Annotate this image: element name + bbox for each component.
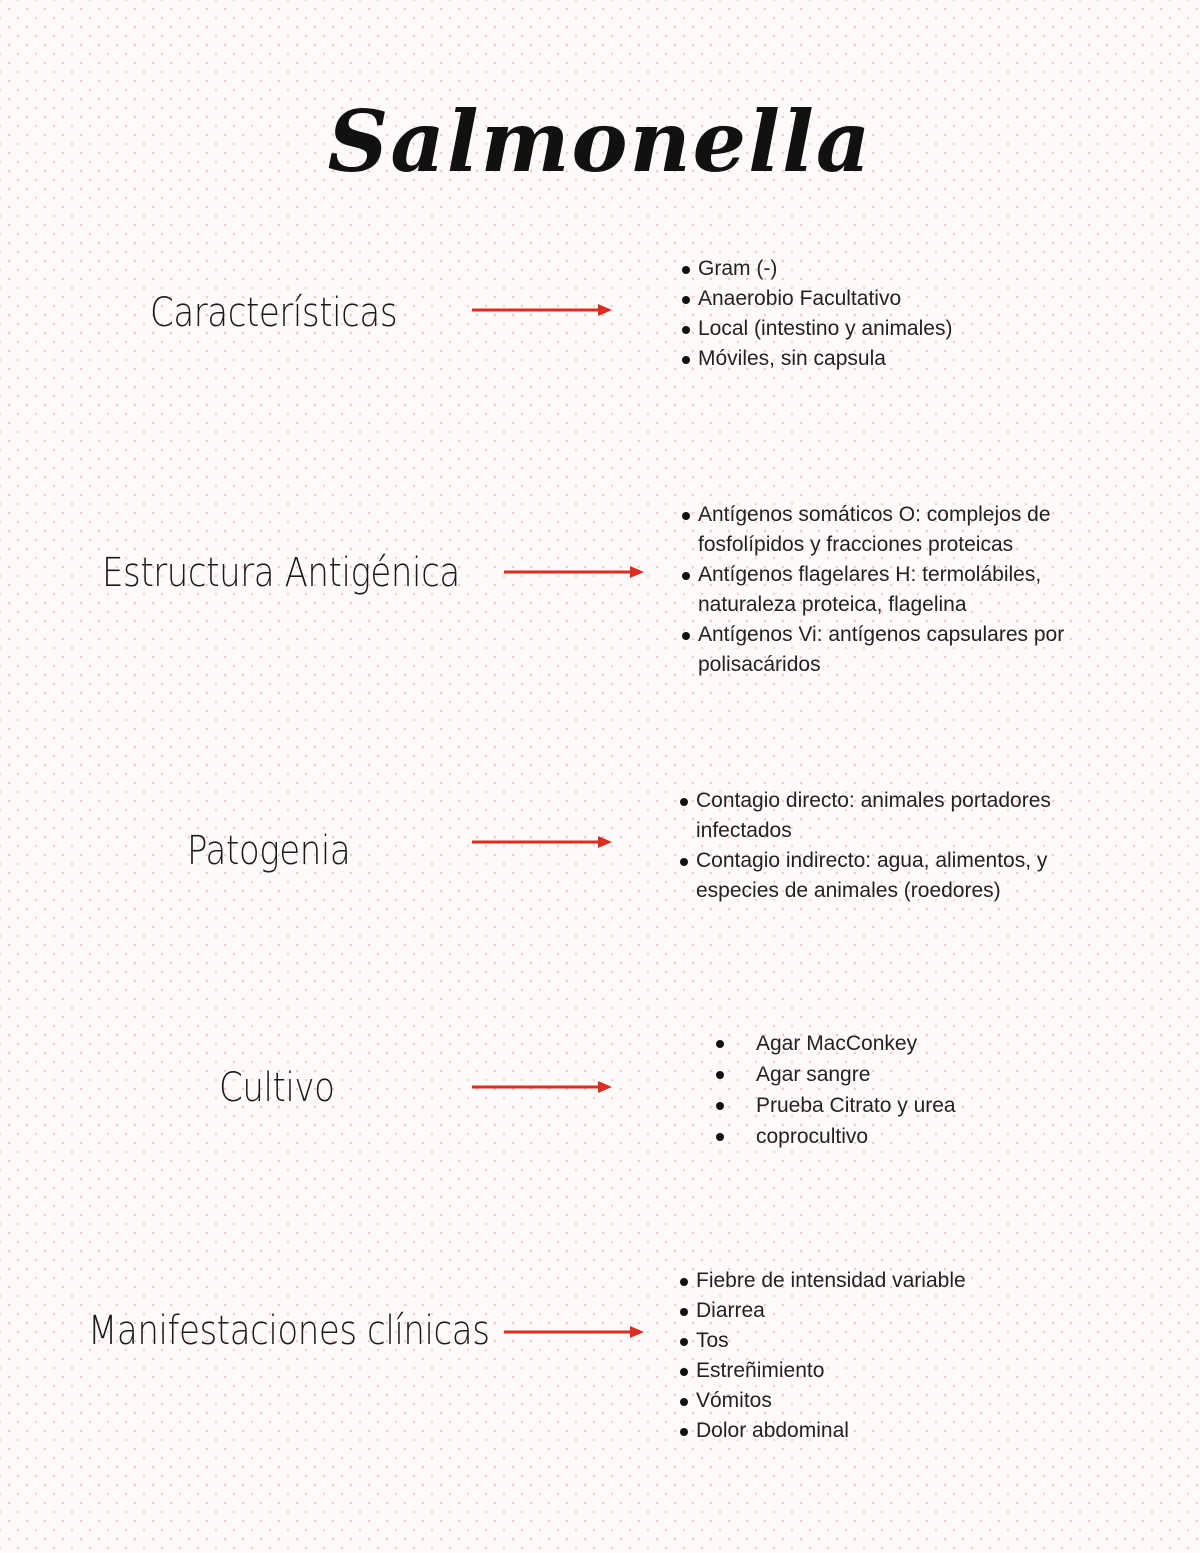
bullet-icon (680, 1398, 688, 1406)
list-item: Vómitos (680, 1386, 1120, 1416)
section-heading: Manifestaciones clínicas (88, 1308, 490, 1354)
bullet-icon (680, 1308, 688, 1316)
list-item: Dolor abdominal (680, 1416, 1120, 1446)
list-item: Local (intestino y animales) (682, 314, 1122, 344)
bullet-list (680, 786, 1120, 906)
section-heading: Patogenia (187, 828, 351, 874)
bullet-icon (682, 572, 690, 580)
bullet-icon (716, 1102, 724, 1110)
list-item: Anaerobio Facultativo (682, 284, 1122, 314)
arrow-right-icon (472, 301, 614, 319)
arrow-right-icon (504, 563, 646, 581)
list-item: Prueba Citrato y urea (720, 1090, 1120, 1121)
bullet-list (682, 500, 1122, 680)
list-item: Diarrea (680, 1296, 1120, 1326)
bullet-list (720, 1028, 1120, 1152)
arrow-right-icon (472, 833, 614, 851)
list-item: coprocultivo (720, 1121, 1120, 1152)
bullet-icon (682, 296, 690, 304)
list-item: Contagio directo: animales portadores infectados (680, 786, 1120, 846)
page-title: Salmonella (327, 92, 873, 191)
bullet-list (682, 254, 1122, 374)
bullet-icon (680, 1338, 688, 1346)
bullet-icon (682, 266, 690, 274)
list-item: Móviles, sin capsula (682, 344, 1122, 374)
list-item: Contagio indirecto: agua, alimentos, y especies de animales (roedores) (680, 846, 1120, 906)
bullet-icon (682, 632, 690, 640)
bullet-icon (682, 326, 690, 334)
section-heading: Características (150, 290, 398, 336)
list-item: Estreñimiento (680, 1356, 1120, 1386)
list-item: Fiebre de intensidad variable (680, 1266, 1120, 1296)
bullet-icon (716, 1071, 724, 1079)
bullet-icon (680, 858, 688, 866)
list-item: Antígenos Vi: antígenos capsulares por polisacáridos (682, 620, 1122, 680)
section-heading: Estructura Antigénica (102, 550, 460, 596)
list-item: Agar sangre (720, 1059, 1120, 1090)
list-item: Agar MacConkey (720, 1028, 1120, 1059)
section-heading: Cultivo (219, 1065, 335, 1111)
bullet-icon (680, 1368, 688, 1376)
list-item: Antígenos flagelares H: termolábiles, naturaleza proteica, flagelina (682, 560, 1122, 620)
bullet-icon (716, 1040, 724, 1048)
bullet-list (680, 1266, 1120, 1446)
bullet-icon (682, 356, 690, 364)
bullet-icon (716, 1133, 724, 1141)
bullet-icon (680, 798, 688, 806)
arrow-right-icon (472, 1078, 614, 1096)
list-item: Antígenos somáticos O: complejos de fosfolípidos y fracciones proteicas (682, 500, 1122, 560)
list-item: Tos (680, 1326, 1120, 1356)
bullet-icon (682, 512, 690, 520)
arrow-right-icon (504, 1323, 646, 1341)
list-item: Gram (-) (682, 254, 1122, 284)
bullet-icon (680, 1278, 688, 1286)
bullet-icon (680, 1428, 688, 1436)
